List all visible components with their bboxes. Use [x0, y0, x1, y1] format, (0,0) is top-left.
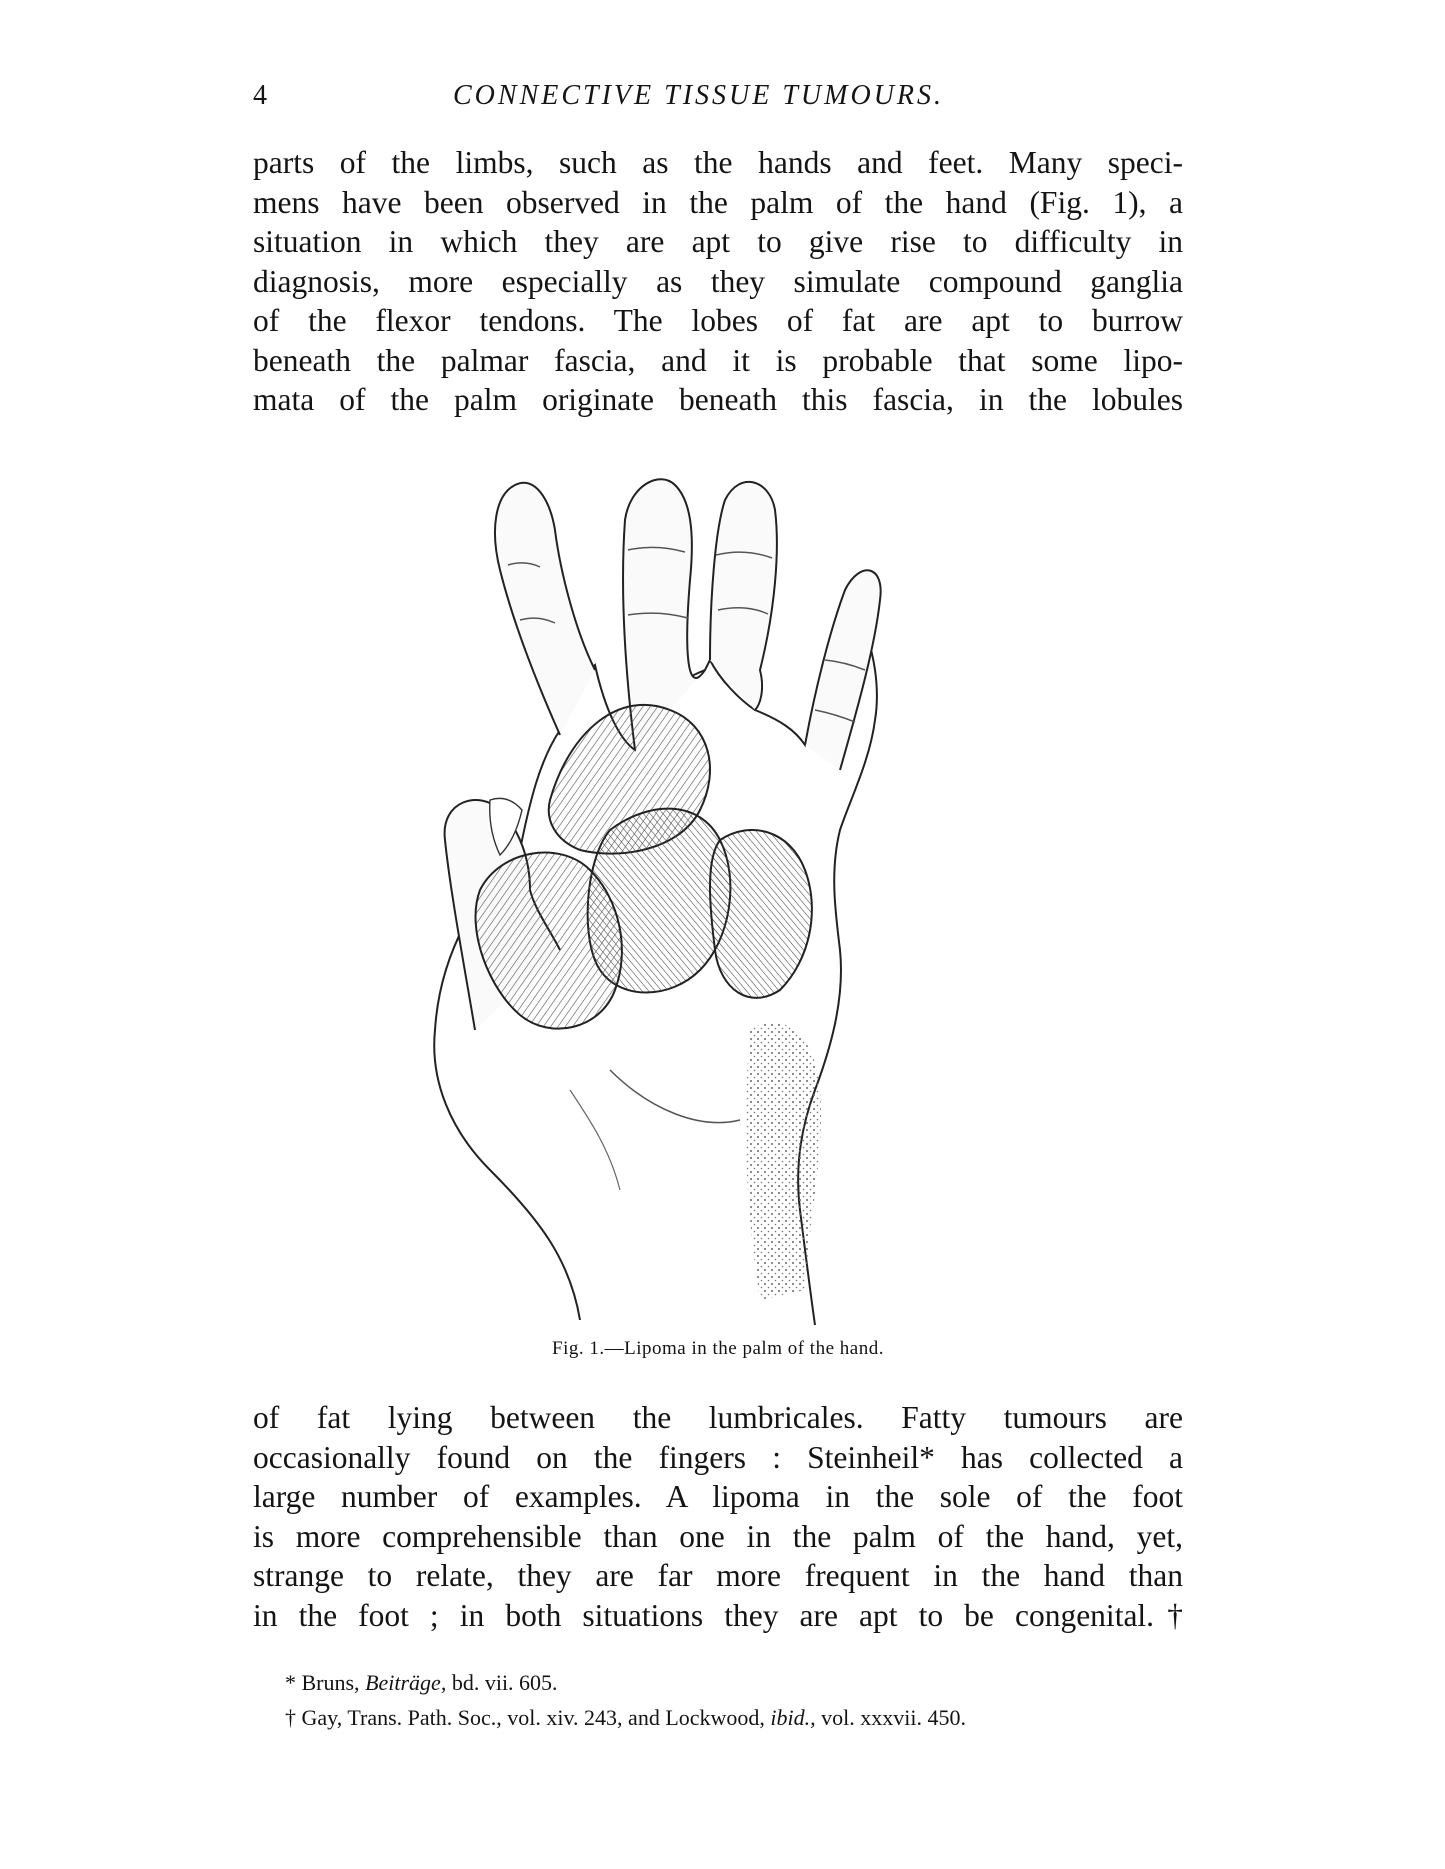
footnote-2	[285, 1700, 1185, 1735]
text-line: parts of the limbs, such as the hands and feet. Many speci-	[253, 145, 1183, 180]
text-line: is more comprehensible than one in the palm of the hand, yet,	[253, 1518, 1183, 1554]
text-line: situation in which they are apt to give rise to difficulty in	[253, 224, 1183, 259]
palm-shading	[746, 1023, 821, 1301]
page-number: 4	[253, 80, 267, 111]
footnote-marker: †	[285, 1705, 296, 1730]
text-line: beneath the palmar fascia, and it is probable that some lipo-	[253, 342, 1183, 378]
text-line: of the flexor tendons. The lobes of fat are apt to burrow	[253, 303, 1183, 338]
little-finger	[495, 483, 595, 735]
text-line: diagnosis, more especially as they simulate compound ganglia	[253, 263, 1183, 299]
text-line: large number of examples. A lipoma in the sole of the foot	[253, 1479, 1183, 1514]
paragraph-bottom	[253, 1398, 1183, 1635]
footnotes	[285, 1665, 1185, 1735]
footnote-lead: Gay, Trans. Path. Soc., vol. xiv. 243, and Lockwood,	[301, 1705, 765, 1730]
footnote-ref: bd. vii. 605.	[451, 1670, 558, 1695]
hand-engraving	[420, 470, 990, 1330]
footnote-ibid: ibid.,	[770, 1705, 816, 1730]
hand-lipoma-illustration	[420, 470, 990, 1330]
figure-caption: Fig. 1.—Lipoma in the palm of the hand.	[552, 1338, 884, 1359]
running-head	[253, 80, 1183, 120]
footnote-marker: *	[285, 1670, 296, 1695]
text-line: mens have been observed in the palm of the hand (Fig. 1), a	[253, 184, 1183, 220]
text-line: occasionally found on the fingers : Steinheil* has collected a	[253, 1439, 1183, 1475]
running-title: CONNECTIVE TISSUE TUMOURS.	[453, 80, 945, 111]
footnote-tail: vol. xxxvii. 450.	[821, 1705, 966, 1730]
text-line: in the foot ; in both situations they are apt to be congenital.†	[253, 1597, 1183, 1633]
lipoma-right-lobe	[710, 830, 812, 998]
text-line: of fat lying between the lumbricales. Fatty tumours are	[253, 1400, 1183, 1435]
text-line: mata of the palm originate beneath this fascia, in the lobules	[253, 382, 1183, 417]
footnote-1	[285, 1665, 1185, 1700]
paragraph-top	[253, 143, 1183, 420]
index-finger	[805, 570, 881, 770]
footnote-title: Beiträge,	[365, 1670, 447, 1695]
text-line: strange to relate, they are far more frequent in the hand than	[253, 1558, 1183, 1593]
footnote-author: Bruns,	[301, 1670, 360, 1695]
